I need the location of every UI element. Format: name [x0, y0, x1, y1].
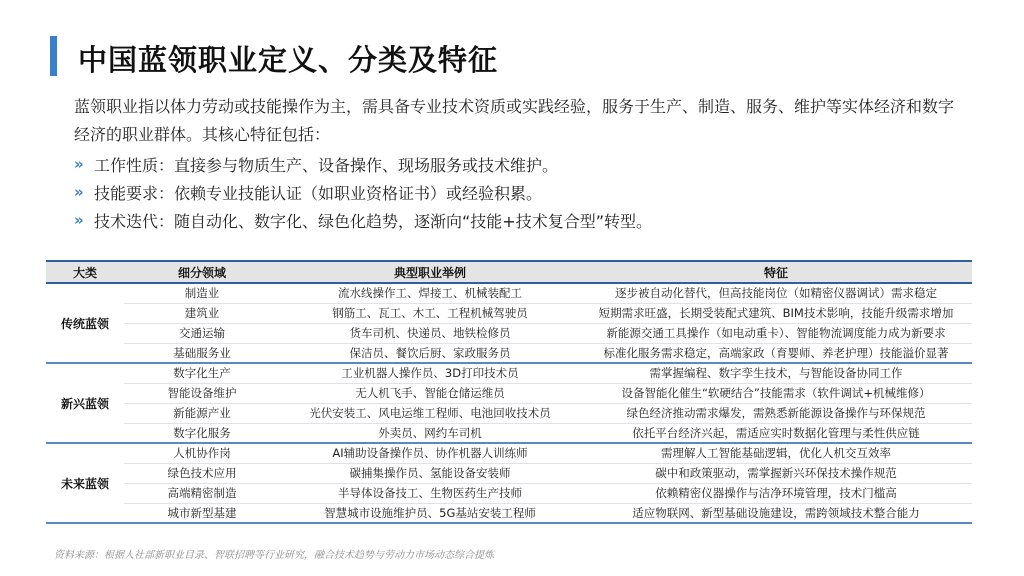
features-cell: 适应物联网、新型基础设施建设，需跨领域技术整合能力 — [580, 503, 972, 523]
examples-cell: 流水线操作工、焊接工、机械装配工 — [280, 283, 580, 303]
subfield-cell: 制造业 — [124, 283, 280, 303]
table-row — [46, 363, 972, 383]
features-cell: 短期需求旺盛，长期受装配式建筑、BIM技术影响，技能升级需求增加 — [580, 303, 972, 323]
table-row — [46, 423, 972, 443]
examples-cell: 光伏安装工、风电运维工程师、电池回收技术员 — [280, 403, 580, 423]
occupation-table — [46, 260, 972, 524]
list-item — [74, 150, 652, 178]
column-header-examples: 典型职业举例 — [280, 261, 580, 283]
page-title: 中国蓝领职业定义、分类及特征 — [78, 43, 499, 77]
column-header-features: 特征 — [580, 261, 972, 283]
table-row — [46, 483, 972, 503]
table-header-row — [46, 261, 972, 283]
features-cell: 碳中和政策驱动，需掌握新兴环保技术操作规范 — [580, 463, 972, 483]
table-row — [46, 403, 972, 423]
list-item — [74, 178, 652, 206]
table-row — [46, 443, 972, 463]
subfield-cell: 数字化生产 — [124, 363, 280, 383]
list-item-text: 工作性质：直接参与物质生产、设备操作、现场服务或技术维护。 — [94, 155, 559, 175]
examples-cell: 外卖员、网约车司机 — [280, 423, 580, 443]
feature-list — [74, 150, 652, 234]
chevron-right-icon: » — [74, 183, 84, 201]
subfield-cell: 城市新型基建 — [124, 503, 280, 523]
features-cell: 绿色经济推动需求爆发，需熟悉新能源设备操作与环保规范 — [580, 403, 972, 423]
subfield-cell: 数字化服务 — [124, 423, 280, 443]
source-note: 资料来源：根据人社部新职业目录、智联招聘等行业研究，融合技术趋势与劳动力市场动态综合提炼 — [54, 550, 494, 561]
intro-paragraph: 蓝领职业指以体力劳动或技能操作为主，需具备专业技术资质或实践经验，服务于生产、制造、服务、维护等实体经济和数字经济的职业群体。其核心特征包括： — [74, 97, 955, 144]
chevron-right-icon: » — [74, 155, 84, 173]
table-row — [46, 323, 972, 343]
occupation-table-container — [46, 260, 972, 524]
table-row — [46, 343, 972, 363]
examples-cell: 半导体设备技工、生物医药生产技师 — [280, 483, 580, 503]
features-cell: 需理解人工智能基础逻辑，优化人机交互效率 — [580, 443, 972, 463]
examples-cell: 货车司机、快递员、地铁检修员 — [280, 323, 580, 343]
examples-cell: 智慧城市设施维护员、5G基站安装工程师 — [280, 503, 580, 523]
examples-cell: 工业机器人操作员、3D打印技术员 — [280, 363, 580, 383]
examples-cell: AI辅助设备操作员、协作机器人训练师 — [280, 443, 580, 463]
examples-cell: 碳捕集操作员、氢能设备安装师 — [280, 463, 580, 483]
list-item — [74, 206, 652, 234]
examples-cell: 无人机飞手、智能仓储运维员 — [280, 383, 580, 403]
column-header-category: 大类 — [46, 261, 124, 283]
features-cell: 依赖精密仪器操作与洁净环境管理，技术门槛高 — [580, 483, 972, 503]
subfield-cell: 建筑业 — [124, 303, 280, 323]
subfield-cell: 人机协作岗 — [124, 443, 280, 463]
features-cell: 设备智能化催生“软硬结合”技能需求（软件调试+机械维修） — [580, 383, 972, 403]
examples-cell: 保洁员、餐饮后厨、家政服务员 — [280, 343, 580, 363]
chevron-right-icon: » — [74, 211, 84, 229]
table-row — [46, 503, 972, 523]
features-cell: 标准化服务需求稳定，高端家政（育婴师、养老护理）技能溢价显著 — [580, 343, 972, 363]
table-row — [46, 383, 972, 403]
table-row — [46, 303, 972, 323]
title-accent-bar — [50, 36, 57, 76]
features-cell: 需掌握编程、数字孪生技术，与智能设备协同工作 — [580, 363, 972, 383]
list-item-text: 技术迭代：随自动化、数字化、绿色化趋势，逐渐向“技能+技术复合型”转型。 — [94, 211, 652, 231]
subfield-cell: 高端精密制造 — [124, 483, 280, 503]
subfield-cell: 智能设备维护 — [124, 383, 280, 403]
category-cell: 传统蓝领 — [46, 283, 124, 363]
column-header-subfield: 细分领域 — [124, 261, 280, 283]
subfield-cell: 基础服务业 — [124, 343, 280, 363]
features-cell: 依托平台经济兴起，需适应实时数据化管理与柔性供应链 — [580, 423, 972, 443]
features-cell: 新能源交通工具操作（如电动重卡）、智能物流调度能力成为新要求 — [580, 323, 972, 343]
table-row — [46, 463, 972, 483]
subfield-cell: 绿色技术应用 — [124, 463, 280, 483]
subfield-cell: 新能源产业 — [124, 403, 280, 423]
category-cell: 新兴蓝领 — [46, 363, 124, 443]
category-cell: 未来蓝领 — [46, 443, 124, 523]
subfield-cell: 交通运输 — [124, 323, 280, 343]
examples-cell: 钢筋工、瓦工、木工、工程机械驾驶员 — [280, 303, 580, 323]
table-row — [46, 283, 972, 303]
features-cell: 逐步被自动化替代，但高技能岗位（如精密仪器调试）需求稳定 — [580, 283, 972, 303]
list-item-text: 技能要求：依赖专业技能认证（如职业资格证书）或经验积累。 — [94, 183, 543, 203]
